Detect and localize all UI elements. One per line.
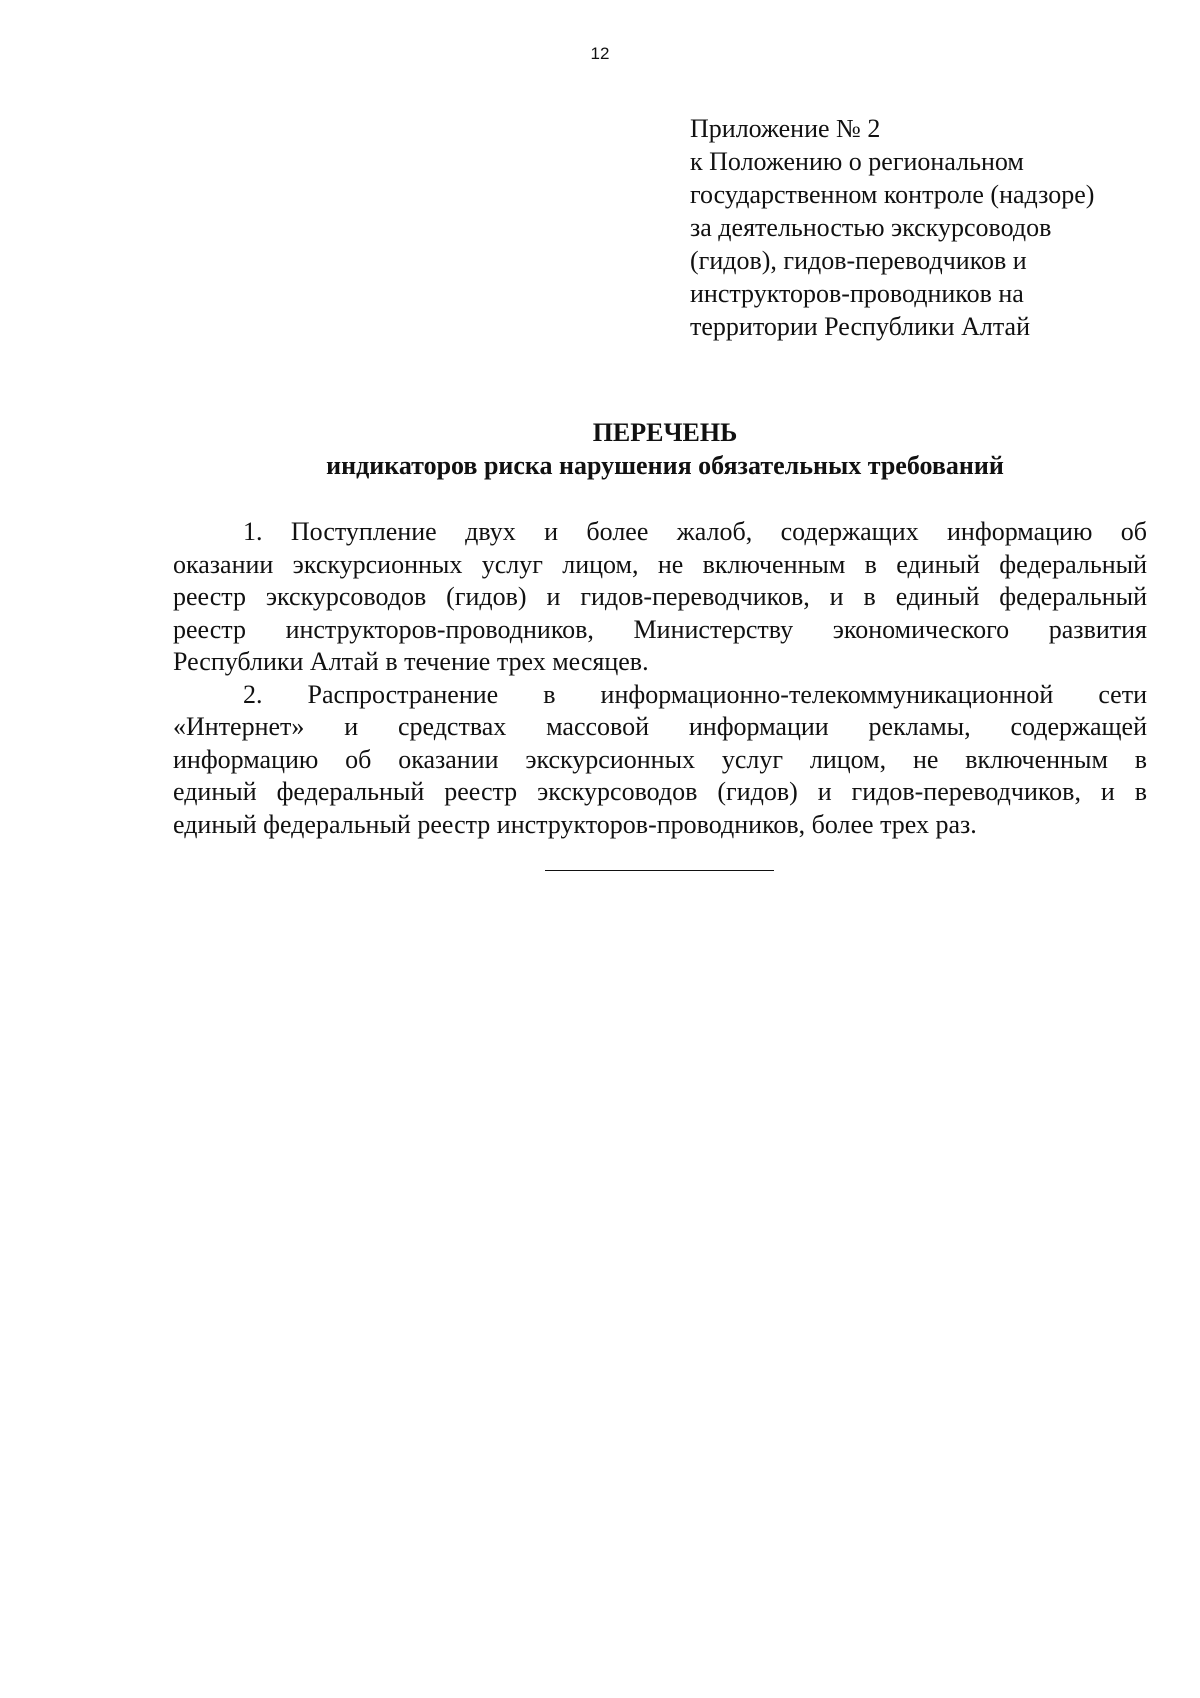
paragraph-line: информацию об оказании экскурсионных услуг лицом, не включенным в [173,744,1147,774]
paragraph-1 [173,516,1147,679]
paragraph-line: оказании экскурсионных услуг лицом, не включенным в единый федеральный [173,549,1147,579]
paragraph-line: реестр экскурсоводов (гидов) и гидов-переводчиков, и в единый федеральный [173,582,1147,611]
paragraph-line: единый федеральный реестр экскурсоводов (гидов) и гидов-переводчиков, и в [173,777,1147,806]
document-title [150,416,1180,482]
end-divider [545,870,774,871]
appendix-line: (гидов), гидов-переводчиков и [690,246,1027,275]
paragraph-line: «Интернет» и средствах массовой информации рекламы, содержащей [173,712,1147,741]
appendix-line: государственном контроле (надзоре) [690,180,1095,209]
title-subheading: индикаторов риска нарушения обязательных требований [326,451,1004,480]
appendix-line: Приложение № 2 [690,114,881,143]
title-heading: ПЕРЕЧЕНЬ [592,418,738,447]
paragraph-line: реестр инструкторов-проводников, Министерству экономического развития [173,614,1147,644]
appendix-line: к Положению о региональном [690,147,1024,176]
paragraph-line: 2. Распространение в информационно-телекоммуникационной сети [243,679,1147,709]
document-body [173,516,1147,841]
appendix-line: инструкторов-проводников на [690,279,1024,308]
appendix-line: за деятельностью экскурсоводов [690,213,1052,242]
appendix-reference [690,112,1160,343]
appendix-line: территории Республики Алтай [690,312,1030,341]
paragraph-line: единый федеральный реестр инструкторов-проводников, более трех раз. [173,809,977,839]
paragraph-2 [173,679,1147,842]
page-number: 12 [590,44,610,63]
paragraph-line: Республики Алтай в течение трех месяцев. [173,647,649,676]
paragraph-line: 1. Поступление двух и более жалоб, содержащих информацию об [243,517,1147,546]
